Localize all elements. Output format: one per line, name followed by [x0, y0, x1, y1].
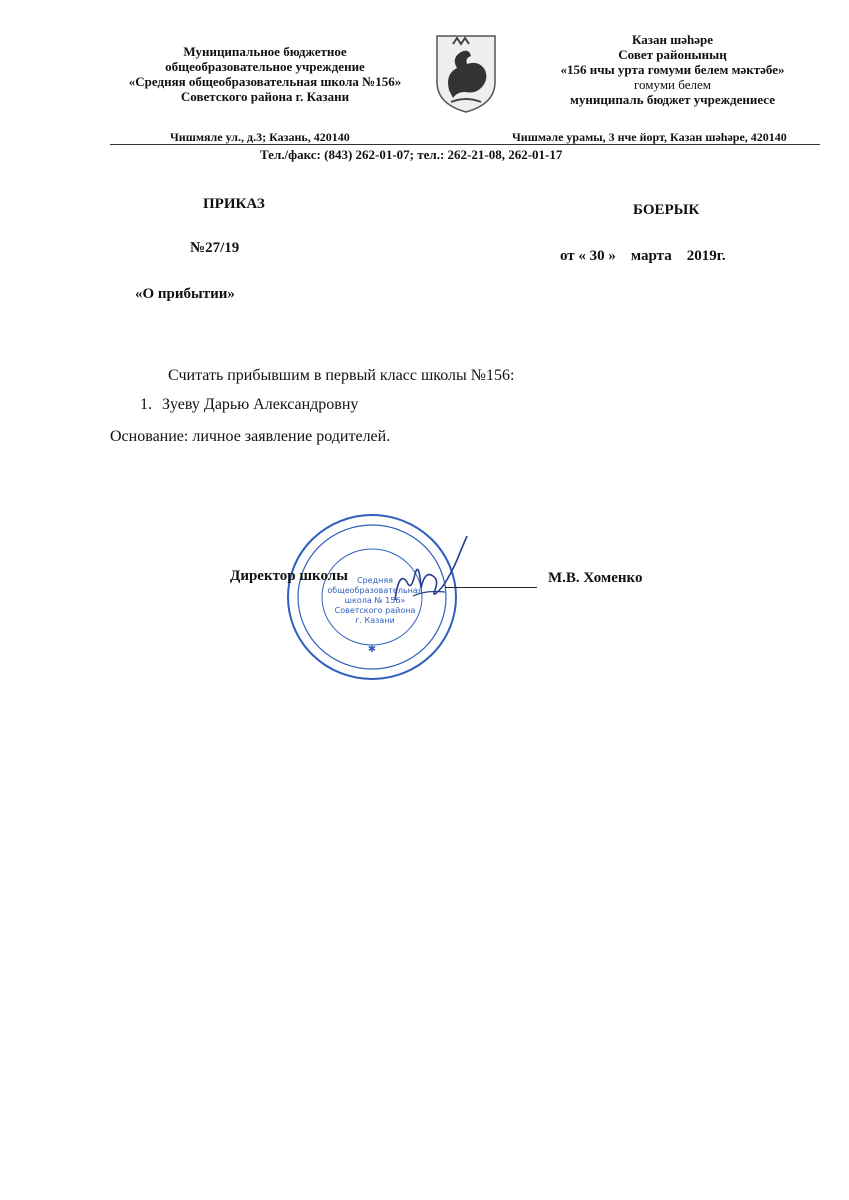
phones-line: Тел./факс: (843) 262-01-07; тел.: 262-21-08, 262-01-17 — [260, 147, 563, 162]
stamp-line: общеобразовательная — [327, 586, 423, 595]
order-date: от « 30 » марта 2019г. — [560, 248, 726, 264]
header-divider — [110, 144, 820, 145]
list-item — [140, 396, 358, 414]
svg-text:✱: ✱ — [367, 644, 377, 655]
order-number: №27/19 — [190, 240, 240, 256]
signature-name: М.В. Хоменко — [548, 570, 643, 586]
list-item-number: 1. — [140, 396, 152, 413]
address-left: Чишмяле ул., д.3; Казань, 420140 — [170, 130, 350, 144]
signature-position: Директор школы — [230, 568, 348, 584]
order-title-tt: БОЕРЫК — [633, 202, 700, 218]
header-right-line: «156 нчы урта гомуми белем мәктәбе» — [560, 62, 785, 77]
order-intro: Считать прибывшим в первый класс школы №156: — [168, 367, 515, 384]
coat-of-arms-icon — [431, 30, 501, 114]
header-right-block — [530, 32, 815, 107]
stamp-line: Средняя — [357, 576, 393, 585]
header-left-line: Советского района г. Казани — [180, 89, 350, 104]
signature-line — [445, 587, 537, 588]
address-right: Чишмәле урамы, 3 нче йорт, Казан шәһәре, 420140 — [512, 130, 787, 144]
header-left-line: общеобразовательное учреждение — [165, 59, 365, 74]
header-right-line: гомуми белем — [634, 77, 711, 92]
stamp-line: Советского района — [334, 606, 416, 615]
header-left-line: «Средняя общеобразовательная школа №156» — [128, 74, 402, 89]
handwritten-signature — [385, 530, 475, 620]
stamp-line: г. Казани — [355, 616, 395, 625]
order-basis: Основание: личное заявление родителей. — [110, 428, 391, 445]
header-left-block — [100, 44, 430, 104]
order-title-ru: ПРИКАЗ — [203, 196, 265, 212]
list-item-text: Зуеву Дарью Александровну — [162, 396, 359, 413]
header-right-line: муниципаль бюджет учреждениесе — [570, 92, 775, 107]
header-right-line: Совет районының — [618, 47, 727, 62]
header-right-line: Казан шәһәре — [632, 32, 713, 47]
header-left-line: Муниципальное бюджетное — [183, 44, 347, 59]
stamp-line: школа № 156» — [344, 596, 406, 605]
order-subject: «О прибытии» — [135, 286, 235, 302]
